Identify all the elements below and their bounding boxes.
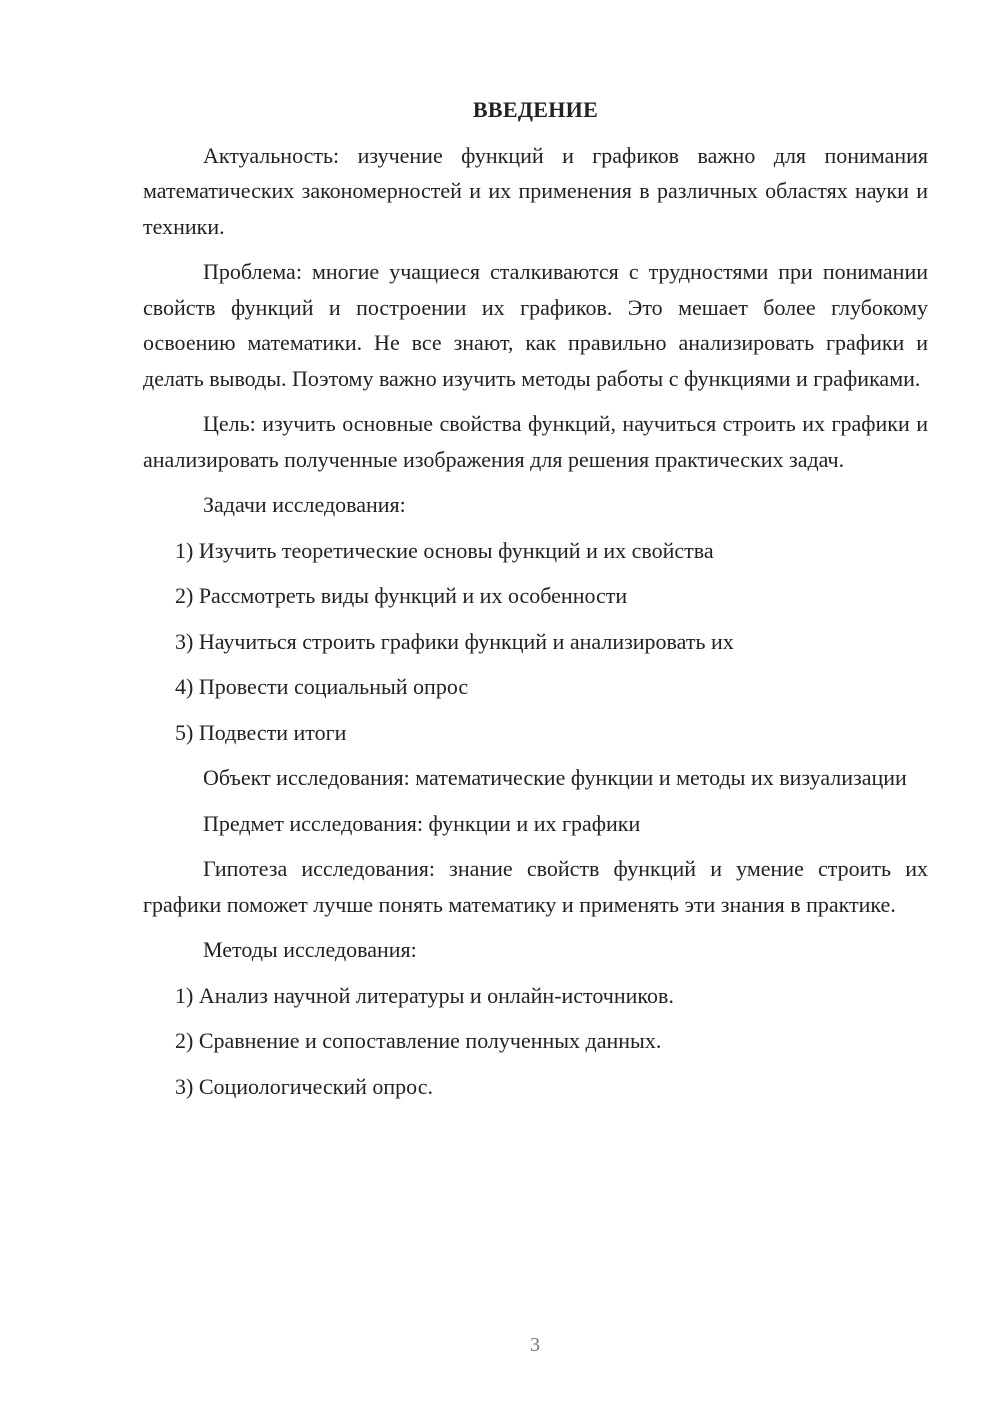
task-item: 5) Подвести итоги xyxy=(175,719,347,745)
tasks-heading: Задачи исследования: xyxy=(203,492,406,517)
page-content xyxy=(143,92,928,1114)
methods-heading: Методы исследования: xyxy=(203,937,417,962)
problem-paragraph: Проблема: многие учащиеся сталкиваются с трудностями при понимании свойств функций и построении их графиков. Это мешает более глубокому освоению математики. Не все знают, как правильно анализировать графики и делать выводы. Поэтому важно изучить методы работы с функциями и графиками. xyxy=(143,259,928,391)
hypothesis-paragraph: Гипотеза исследования: знание свойств функций и умение строить их графики поможет лучше понять математику и применять эти знания в практике. xyxy=(143,856,928,917)
task-item: 2) Рассмотреть виды функций и их особенности xyxy=(175,583,628,608)
goal-paragraph: Цель: изучить основные свойства функций, научиться строить их графики и анализировать полученные изображения для решения практических задач. xyxy=(143,411,928,472)
page-number: 3 xyxy=(530,1334,540,1356)
relevance-paragraph: Актуальность: изучение функций и графиков важно для понимания математических закономерностей и их применения в различных областях науки и техники. xyxy=(143,142,928,239)
method-item: 2) Сравнение и сопоставление полученных данных. xyxy=(175,1028,662,1053)
task-item: 1) Изучить теоретические основы функций и их свойства xyxy=(175,537,714,563)
object-paragraph: Объект исследования: математические функции и методы их визуализации xyxy=(203,765,907,790)
subject-paragraph: Предмет исследования: функции и их графики xyxy=(203,810,641,836)
method-item: 3) Социологический опрос. xyxy=(175,1073,433,1099)
task-item: 4) Провести социальный опрос xyxy=(175,674,469,699)
page-title: ВВЕДЕНИЕ xyxy=(472,97,599,122)
method-item: 1) Анализ научной литературы и онлайн-источников. xyxy=(175,982,674,1008)
task-item: 3) Научиться строить графики функций и анализировать их xyxy=(175,628,734,654)
